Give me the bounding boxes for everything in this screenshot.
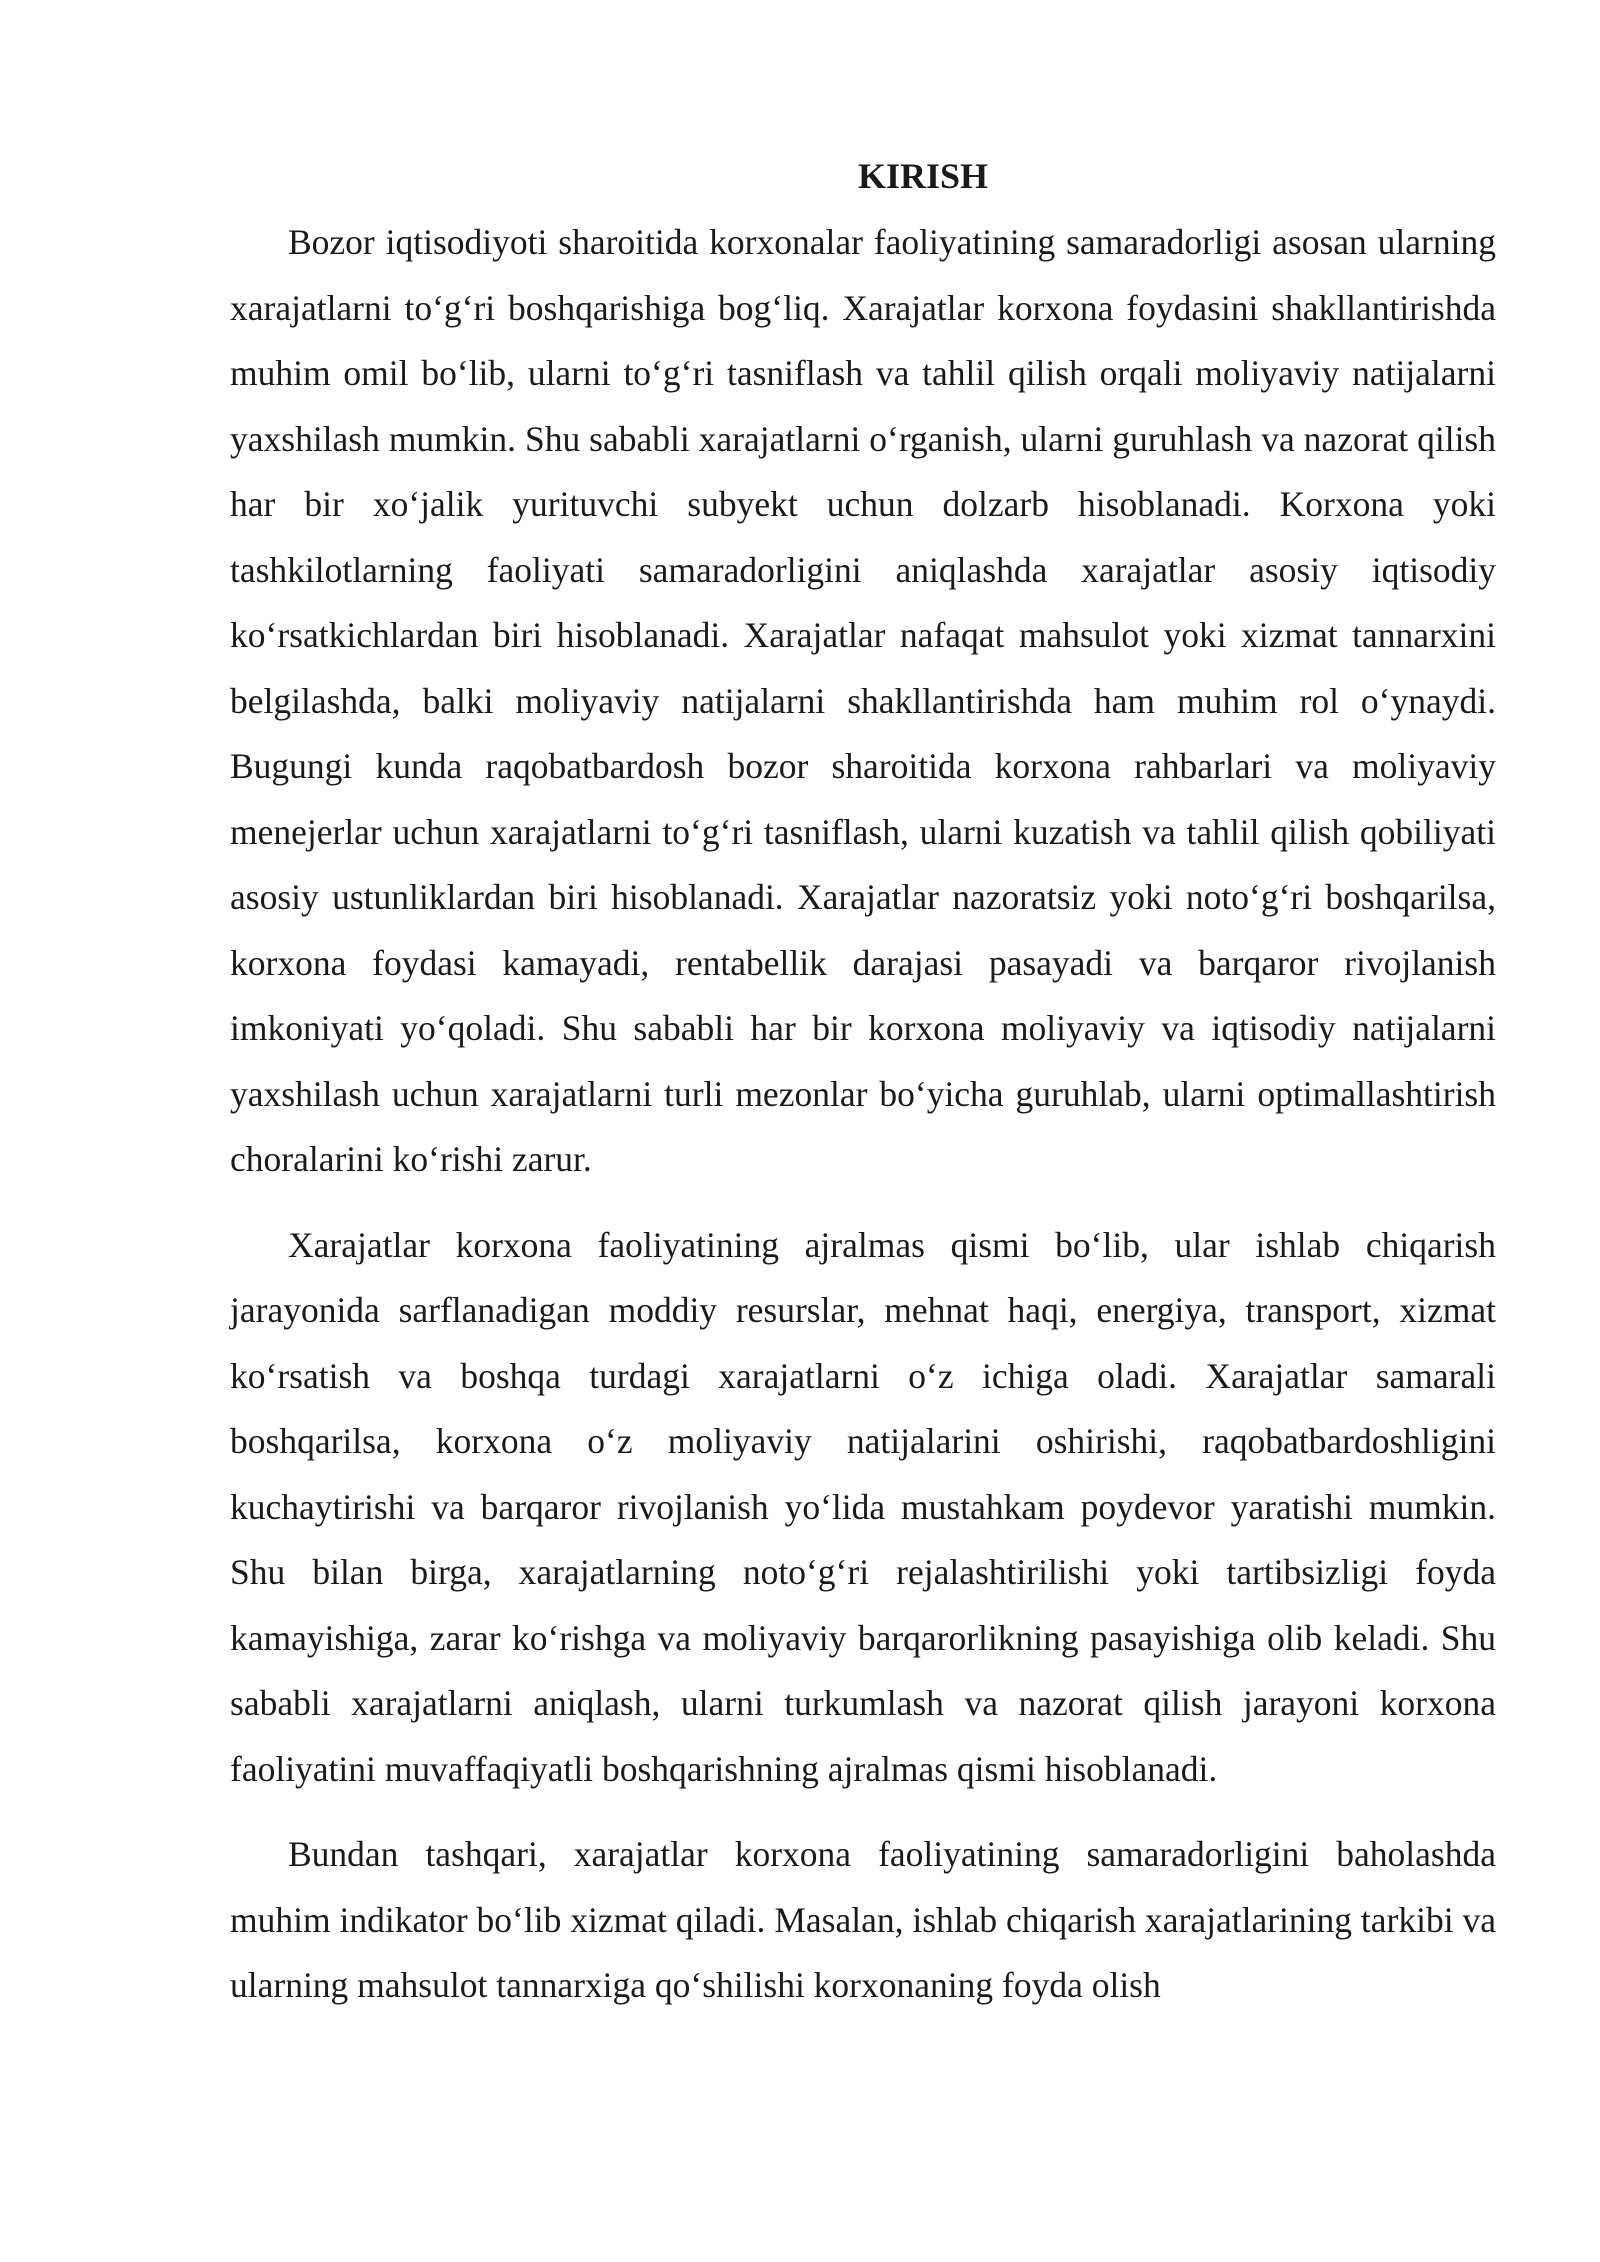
paragraph: Bozor iqtisodiyoti sharoitida korxonalar faoliyatining samaradorligi asosan ularning xarajatlarni to‘g‘ri boshqarishiga bog‘liq. Xarajatlar korxona foydasini shakllantirishda muhim omil bo‘lib, ularni to‘g‘ri tasniflash va tahlil qilish orqali moliyaviy natijalarni yaxshilash mumkin. Shu sababli xarajatlarni o‘rganish, ularni guruhlash va nazorat qilish har bir xo‘jalik yurituvchi subyekt uchun dolzarb hisoblanadi. Korxona yoki tashkilotlarning faoliyati samaradorligini aniqlashda xarajatlar asosiy iqtisodiy ko‘rsatkichlardan biri hisoblanadi. Xarajatlar nafaqat mahsulot yoki xizmat tannarxini belgilashda, balki moliyaviy natijalarni shakllantirishda ham muhim rol o‘ynaydi. Bugungi kunda raqobatbardosh bozor sharoitida korxona rahbarlari va moliyaviy menejerlar uchun xarajatlarni to‘g‘ri tasniflash, ularni kuzatish va tahlil qilish qobiliyati asosiy ustunliklardan biri hisoblanadi. Xarajatlar nazoratsiz yoki noto‘g‘ri boshqarilsa, korxona foydasi kamayadi, rentabellik darajasi pasayadi va barqaror rivojlanish imkoniyati yo‘qoladi. Shu sababli har bir korxona moliyaviy va iqtisodiy natijalarni yaxshilash uchun xarajatlarni turli mezonlar bo‘yicha guruhlab, ularni optimallashtirish choralarini ko‘rishi zarur. bbox=[230, 222, 1496, 1179]
paragraph: Xarajatlar korxona faoliyatining ajralmas qismi bo‘lib, ular ishlab chiqarish jarayonida sarflanadigan moddiy resurslar, mehnat haqi, energiya, transport, xizmat ko‘rsatish va boshqa turdagi xarajatlarni o‘z ichiga oladi. Xarajatlar samarali boshqarilsa, korxona o‘z moliyaviy natijalarini oshirishi, raqobatbardoshligini kuchaytirishi va barqaror rivojlanish yo‘lida mustahkam poydevor yaratishi mumkin. Shu bilan birga, xarajatlarning noto‘g‘ri rejalashtirilishi yoki tartibsizligi foyda kamayishiga, zarar ko‘rishga va moliyaviy barqarorlikning pasayishiga olib keladi. Shu sababli xarajatlarni aniqlash, ularni turkumlash va nazorat qilish jarayoni korxona faoliyatini muvaffaqiyatli boshqarishning ajralmas qismi hisoblanadi. bbox=[230, 1224, 1496, 1789]
paragraph: Bundan tashqari, xarajatlar korxona faoliyatining samaradorligini baholashda muhim indikator bo‘lib xizmat qiladi. Masalan, ishlab chiqarish xarajatlarining tarkibi va ularning mahsulot tannarxiga qo‘shilishi korxonaning foyda olish bbox=[230, 1834, 1496, 2005]
section-title: KIRISH bbox=[857, 156, 989, 196]
document-body bbox=[230, 148, 1496, 2039]
